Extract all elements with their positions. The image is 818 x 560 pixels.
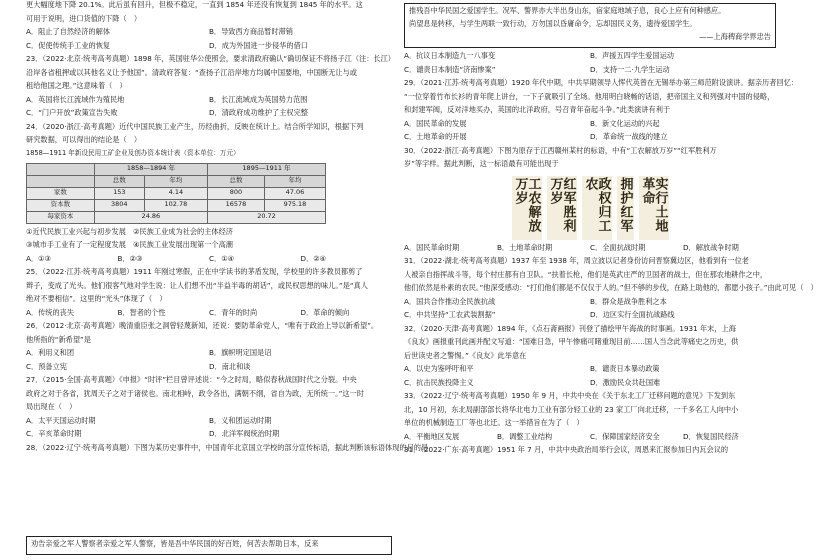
option[interactable]: C．中共坚持“工农武装割据” <box>404 310 496 319</box>
option[interactable]: D．南北和谈 <box>209 361 251 371</box>
options-q26 <box>26 348 392 375</box>
question-25: 25．（2022·江苏·统考高考真题）1911 年刚过寒假，正在中学读书的茅盾发现，学校里的许多教员都剪了 <box>26 267 363 276</box>
left-column <box>26 0 429 456</box>
option[interactable]: C．全面抗战时期 <box>590 242 646 252</box>
option[interactable]: A．传统的丧失 <box>26 307 75 317</box>
option[interactable]: D．清政府成功维护了主权完整 <box>209 108 308 117</box>
options-q32 <box>404 364 776 391</box>
text-line: 他所指的“新希望”是 <box>26 334 91 344</box>
option[interactable]: D．革命的倾向 <box>300 307 350 317</box>
row-label: 资本数 <box>27 199 95 211</box>
calligraphy-slogan-image <box>404 176 776 240</box>
option[interactable]: A．①③ <box>26 253 51 263</box>
text-line: ①近代民族工业兴起与初步发展 ②民族工业成为社会的主体经济 <box>26 226 233 236</box>
question-30: 30．（2022·浙江·高考真题）下图为原存于江西赣州某村的标语，中有“工农解放万岁”“红军胜利万 <box>404 145 717 155</box>
table-header: 年均 <box>144 175 207 187</box>
option[interactable]: C．①④ <box>209 253 235 263</box>
text-line: 研究数据，可以得出的结论是（ ） <box>26 135 142 144</box>
option[interactable]: B．声援五四学生爱国运动 <box>590 51 674 60</box>
question-23: 23．（2022·北京·统考高考真题）1898 年，英国驻华公使照会，要求清政府确认“确切保证不将扬子江（注：长江） <box>26 54 395 63</box>
options-q24 <box>26 254 392 268</box>
options-q33 <box>404 432 776 446</box>
text-line: 单位的机械制造工厂等也北迁。这一举措旨在为了（ ） <box>404 418 584 427</box>
text-line: 岁”等字样。据此判断，这一标语最有可能出现于 <box>404 159 559 168</box>
question-34: 31．（2022·广东·高考真题）1951 年 7 月，中共中央政治局举行会议，周恩来汇报参加日内瓦会议的 <box>404 445 729 454</box>
option[interactable]: D．支持一二·九学生运动 <box>590 64 670 74</box>
option[interactable]: A．平衡地区发展 <box>404 431 460 441</box>
text-line: 可用于说明，进口货值的下降（ ） <box>26 13 142 23</box>
right-column <box>404 0 818 459</box>
option[interactable]: B．导致西方商品暂时滞销 <box>209 27 293 36</box>
table-cell <box>27 163 95 175</box>
calligraphy-strip: 拥护红军 <box>617 176 634 240</box>
option[interactable]: C．预备立宪 <box>26 361 67 371</box>
question-33: 33．（2022·辽宁·统考高考真题）1950 年 9 月，中共中央在《关于东北工厂迁移问题的意见》下发到东 <box>404 391 736 400</box>
option[interactable]: B．调整工业结构 <box>497 431 553 441</box>
table-cell: 24.86 <box>94 211 207 223</box>
text-line: 人被亲自指挥战斗等，每个村庄都有自卫队。“扶着长枪，他们是英武庄严的卫国者的战士，但在那农地耕作之中， <box>404 269 768 279</box>
question-24: 24．（2020·浙江·高考真题）近代中国民族工业产生，历经曲折，反映在统计上。结合所学知识，根据下列 <box>26 121 364 131</box>
question-29: 29．（2021·江苏·统考高考真题）1920 年代中期，中共早期领导人恽代英曾在无锡举办第三师范附设演讲。据亲历者回忆： <box>404 78 798 87</box>
text-line: 更大幅度地下降 20.1%。此后虽有回升，但极不稳定，一直到 1854 年还没有恢复到 1845 年的水平。这 <box>26 0 363 9</box>
table-cell: 47.06 <box>264 187 325 199</box>
option[interactable]: A．太平天国运动时期 <box>26 415 96 425</box>
options-q29 <box>404 119 776 146</box>
option[interactable]: A．国民革命的发展 <box>404 118 467 128</box>
text-line: ③城市手工业有了一定程度发展 ④民族工业发展出现第一个高潮 <box>26 240 233 249</box>
option[interactable]: C．促使传统手工业的恢复 <box>26 40 111 50</box>
text-line: 后世读史者之警惕。”《良友》此举意在 <box>404 350 527 360</box>
option[interactable]: D．北洋军阀统治时期 <box>209 429 280 438</box>
option[interactable]: A．利用义和团 <box>26 348 75 357</box>
calligraphy-strip: 实行土地革命 <box>639 176 669 240</box>
options-q27 <box>26 416 392 443</box>
option[interactable]: D．激励民众共赴国难 <box>590 377 661 387</box>
option[interactable]: D．恢复国民经济 <box>683 431 739 441</box>
calligraphy-strip: 工农解放万岁 <box>512 176 542 240</box>
slogan-text: 推残吾中华民国之爱国学生。况军、警界亦大半出身山东，宿家庭地域子息，良心上应有何种感应。 <box>409 6 726 15</box>
option[interactable]: D．②④ <box>300 253 327 263</box>
slogan-signature: ——上海稗商学界忠告 <box>699 32 771 41</box>
option[interactable]: A．英国将长江流域作为殖民地 <box>26 94 125 104</box>
options-q22 <box>26 27 392 54</box>
text-line: 租给他国之理。”这意味着（ ） <box>26 81 127 90</box>
option[interactable]: C．土地革命的开展 <box>404 132 467 141</box>
question-31: 31．（2022·湖北·统考高考真题）1937 年至 1938 年，周立波以记者身份访问晋察冀边区，他看到有一位老 <box>404 256 749 265</box>
option[interactable]: A．阻止了自然经济的解体 <box>26 27 110 36</box>
option[interactable]: B．旗帜明定国是诏 <box>209 348 272 357</box>
option[interactable]: B．土地革命时期 <box>497 242 553 252</box>
slogan-box <box>26 536 392 555</box>
text-line: 北，10 月初，东北局副部部长将华北电力工业有部分轻工业的 23 家工厂向北迁移，一千多名工人向中小 <box>404 404 739 414</box>
slogan-box-continued <box>404 3 776 48</box>
table-cell: 153 <box>94 187 144 199</box>
options-q31 <box>404 297 776 324</box>
enterprise-stat-table <box>26 163 326 224</box>
options-q25 <box>26 308 392 322</box>
option[interactable]: B．智者的个性 <box>117 307 166 317</box>
table-cell: 4.14 <box>144 187 207 199</box>
text-line: 绝对不要相信”。这里的“光头”体现了（ ） <box>26 294 167 303</box>
option[interactable]: D．解放战争时期 <box>683 242 739 252</box>
row-label: 家数 <box>27 187 95 199</box>
slogan-text: 劝告亲爱之军人警察者亲爱之军人警察，皆是吾中华民国的好百姓，何苦去帮助日本，反来 <box>31 539 319 548</box>
option[interactable]: B．谴责日本暴动政策 <box>590 364 660 373</box>
option[interactable]: B．义和团运动时期 <box>209 415 272 425</box>
option[interactable]: D．边区实行全面抗战路线 <box>590 310 675 319</box>
text-line: 和封建军阀，反对洋地买办，英国的北洋政府，号召青年奋起斗争。”此类演讲有利于 <box>404 105 671 114</box>
slogan-text: 尚望息是转移，与学生两联一致行动，万勿国以昏庸命令，忘却国民义务，遗待爱国学生。 <box>409 19 697 28</box>
option[interactable]: A．国共合作推动全民族抗战 <box>404 296 496 306</box>
row-label: 每家资本 <box>27 211 95 223</box>
table-cell: 20.72 <box>208 211 326 223</box>
text-line: 辫子，变成了光头。他们很客气地对学生说：让人们想不出“半益半毒的胡话”，或民权思想的味儿。”是“真人 <box>26 280 368 290</box>
question-27: 27．（2015·全国·高考真题）《申报》“时评”栏目曾评述说：“今之时局，略似春秋战国时代之分裂。中央 <box>26 375 357 384</box>
option[interactable]: B．新文化运动的兴起 <box>590 118 660 128</box>
table-header: 1895—1911 年 <box>208 163 326 175</box>
table-cell: 16578 <box>208 199 265 211</box>
options-q23 <box>26 95 392 122</box>
question-26: 26．（2012·北京·高考真题）晚清重臣张之洞曾轻蔑新知，还说：要防革命党人，“唯有于政治上导以新希望”。 <box>26 321 379 330</box>
option[interactable]: D．成为外国进一步侵华的借口 <box>209 40 308 50</box>
text-line: 局出现在（ ） <box>26 402 77 411</box>
table-cell: 102.78 <box>144 199 207 211</box>
table-cell: 800 <box>208 187 265 199</box>
option[interactable]: B．群众是战争胜利之本 <box>590 296 667 306</box>
question-32: 32．（2020·天津·高考真题）1894 年，《点石斋画报》刊登了描绘甲午海战的时事画。1931 年末，上海 <box>404 323 736 333</box>
table-header: 总数 <box>208 175 265 187</box>
calligraphy-strip: 红军胜利万岁 <box>547 176 577 240</box>
text-line: 沿岸各省租押或以其他名义让予他国”。清政府答复：“查扬子江沿岸地方均属中国要地，中国断无让与或 <box>26 67 357 77</box>
option[interactable]: C．“门户开放”政策宣告失败 <box>26 108 118 117</box>
table-cell: 3804 <box>94 199 144 211</box>
option[interactable]: C．抗击民族投降主义 <box>404 377 474 387</box>
table-cell <box>27 175 95 187</box>
option[interactable]: B．长江流域成为英国势力范围 <box>209 94 308 104</box>
table-header: 年均 <box>264 175 325 187</box>
options-q28 <box>404 51 776 78</box>
table-cell: 975.18 <box>264 199 325 211</box>
table-header: 总数 <box>94 175 144 187</box>
option[interactable]: C．青年的时尚 <box>209 307 258 317</box>
calligraphy-strip: 政权归工农 <box>582 176 612 240</box>
options-q30 <box>404 243 776 257</box>
table-caption: 1858—1911 年新设民用工矿企业及创办资本统计表（资本单位：万元） <box>26 148 240 157</box>
question-28: 28．（2022·辽宁·统考高考真题）下图为某历史事件中，中国青年北京国立学校的部分宣传标语，据此判断该标语体现的目的是 <box>26 442 429 452</box>
option[interactable]: D．革命统一战线的建立 <box>590 132 668 141</box>
text-line: 他们依然是朴素的农民。”他深受感动：“打们他们都是不仅仅于人的。”但不够的步伐，在路上助他的，都愿小孩子。”由此可见（ ） <box>404 283 818 292</box>
option[interactable]: C．辛亥革命时期 <box>26 429 82 438</box>
option[interactable]: A．以史为鉴呼吁和平 <box>404 364 474 373</box>
text-line: 《良友》画报重刊此画并配文写道：“国难日急，甲午惨痛可睹重现目前……国人当念此等痛史之历史，供 <box>404 337 739 346</box>
text-line: 政府之对于各省，犹周天子之对于诸侯也。南北相峙，政令各出，满朝不纲，省自为政，无所统一。”这一时 <box>26 388 364 398</box>
option[interactable]: A．国民革命时期 <box>404 242 460 252</box>
option[interactable]: A．抗议日本制造九一八事变 <box>404 51 496 60</box>
option[interactable]: C．保障国家经济安全 <box>590 431 660 441</box>
text-line: “一位穿着竹布长衫的青年爬上讲台，一下子就吸引了全场。他用明白晓畅的话语，把帝国主义和列强对中国的侵略， <box>404 91 775 101</box>
table-header: 1858—1894 年 <box>94 163 207 175</box>
option[interactable]: B．②③ <box>117 253 143 263</box>
option[interactable]: C．谴责日本制造“济南惨案” <box>404 64 496 74</box>
